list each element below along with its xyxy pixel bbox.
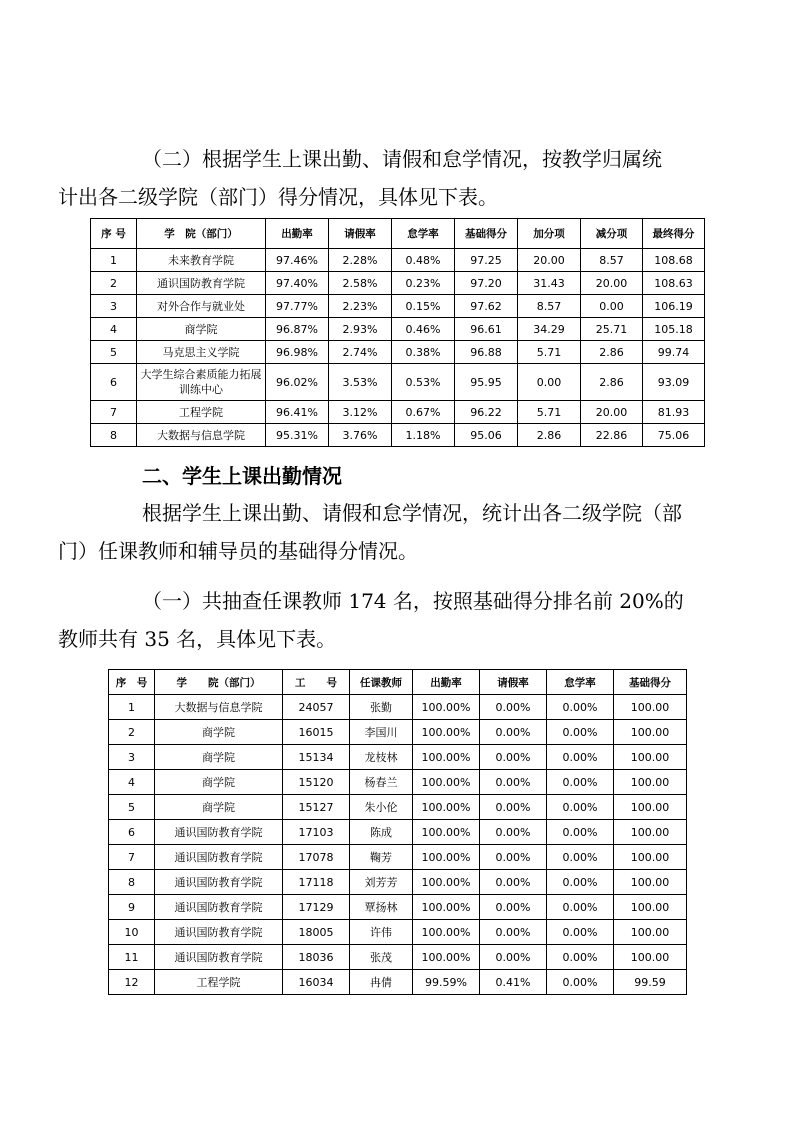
cell-college: 通识国防教育学院: [155, 945, 283, 970]
cell-final-score: 108.63: [643, 272, 705, 295]
table-row: [109, 720, 687, 745]
cell-deduction: 2.86: [581, 364, 643, 401]
cell-leave-rate: 0.00%: [480, 795, 547, 820]
cell-college: 商学院: [155, 795, 283, 820]
cell-index: 2: [91, 272, 137, 295]
college-score-table: [90, 218, 705, 447]
section2-paragraph: [58, 494, 696, 570]
table-row: [91, 341, 705, 364]
cell-truancy-rate: 1.18%: [392, 424, 455, 447]
cell-base-score: 100.00: [614, 795, 687, 820]
cell-college: 对外合作与就业处: [137, 295, 266, 318]
cell-teacher: 张勤: [350, 695, 413, 720]
header-final-score: 最终得分: [643, 219, 705, 249]
cell-bonus: 0.00: [518, 364, 581, 401]
cell-index: 7: [109, 845, 155, 870]
cell-deduction: 20.00: [581, 272, 643, 295]
cell-attendance-rate: 100.00%: [413, 820, 480, 845]
cell-attendance-rate: 97.40%: [266, 272, 329, 295]
cell-index: 6: [109, 820, 155, 845]
cell-truancy-rate: 0.38%: [392, 341, 455, 364]
cell-leave-rate: 0.00%: [480, 920, 547, 945]
section2-heading: 二、学生上课出勤情况: [142, 464, 342, 488]
cell-base-score: 100.00: [614, 820, 687, 845]
cell-base-score: 95.06: [455, 424, 518, 447]
cell-final-score: 108.68: [643, 249, 705, 272]
cell-index: 3: [91, 295, 137, 318]
header-index: 序 号: [109, 670, 155, 695]
cell-college: 通识国防教育学院: [155, 845, 283, 870]
header-leave-rate: 请假率: [329, 219, 392, 249]
cell-attendance-rate: 97.46%: [266, 249, 329, 272]
cell-deduction: 2.86: [581, 341, 643, 364]
cell-college: 通识国防教育学院: [155, 820, 283, 845]
cell-college: 通识国防教育学院: [155, 895, 283, 920]
cell-base-score: 100.00: [614, 770, 687, 795]
cell-attendance-rate: 99.59%: [413, 970, 480, 995]
cell-leave-rate: 3.53%: [329, 364, 392, 401]
cell-index: 1: [91, 249, 137, 272]
cell-index: 8: [91, 424, 137, 447]
cell-index: 3: [109, 745, 155, 770]
table-row: [91, 364, 705, 401]
table-row: [91, 272, 705, 295]
table-row: [109, 695, 687, 720]
cell-bonus: 34.29: [518, 318, 581, 341]
cell-index: 8: [109, 870, 155, 895]
cell-teacher: 刘芳芳: [350, 870, 413, 895]
cell-college: 商学院: [155, 770, 283, 795]
table-header-row: [91, 219, 705, 249]
cell-truancy-rate: 0.46%: [392, 318, 455, 341]
cell-teacher: 朱小伦: [350, 795, 413, 820]
cell-bonus: 2.86: [518, 424, 581, 447]
cell-bonus: 8.57: [518, 295, 581, 318]
cell-leave-rate: 0.00%: [480, 695, 547, 720]
cell-truancy-rate: 0.00%: [547, 795, 614, 820]
header-attendance-rate: 出勤率: [266, 219, 329, 249]
cell-truancy-rate: 0.00%: [547, 870, 614, 895]
cell-leave-rate: 0.41%: [480, 970, 547, 995]
cell-leave-rate: 2.28%: [329, 249, 392, 272]
table-row: [91, 424, 705, 447]
cell-truancy-rate: 0.00%: [547, 845, 614, 870]
cell-base-score: 99.59: [614, 970, 687, 995]
cell-index: 2: [109, 720, 155, 745]
cell-truancy-rate: 0.00%: [547, 695, 614, 720]
cell-staff-id: 17103: [283, 820, 350, 845]
cell-truancy-rate: 0.00%: [547, 970, 614, 995]
cell-attendance-rate: 96.02%: [266, 364, 329, 401]
cell-base-score: 100.00: [614, 895, 687, 920]
cell-leave-rate: 0.00%: [480, 820, 547, 845]
cell-index: 11: [109, 945, 155, 970]
cell-college: 通识国防教育学院: [137, 272, 266, 295]
section2-sub-line2: 教师共有 35 名，具体见下表。: [58, 627, 337, 651]
cell-attendance-rate: 100.00%: [413, 795, 480, 820]
cell-truancy-rate: 0.53%: [392, 364, 455, 401]
table-row: [91, 318, 705, 341]
cell-final-score: 106.19: [643, 295, 705, 318]
header-staff-id: 工 号: [283, 670, 350, 695]
cell-base-score: 97.62: [455, 295, 518, 318]
cell-college: 大数据与信息学院: [137, 424, 266, 447]
cell-final-score: 93.09: [643, 364, 705, 401]
cell-leave-rate: 2.23%: [329, 295, 392, 318]
cell-base-score: 97.25: [455, 249, 518, 272]
table-row: [109, 745, 687, 770]
cell-college: 商学院: [155, 720, 283, 745]
cell-truancy-rate: 0.00%: [547, 920, 614, 945]
section2-paragraph-line2: 门）任课教师和辅导员的基础得分情况。: [58, 539, 418, 563]
cell-base-score: 100.00: [614, 870, 687, 895]
header-truancy-rate: 怠学率: [547, 670, 614, 695]
cell-final-score: 99.74: [643, 341, 705, 364]
cell-final-score: 75.06: [643, 424, 705, 447]
cell-teacher: 龙枝林: [350, 745, 413, 770]
cell-staff-id: 17129: [283, 895, 350, 920]
cell-attendance-rate: 100.00%: [413, 745, 480, 770]
header-index: 序 号: [91, 219, 137, 249]
cell-staff-id: 17118: [283, 870, 350, 895]
table-row: [109, 770, 687, 795]
cell-leave-rate: 3.12%: [329, 401, 392, 424]
cell-attendance-rate: 96.98%: [266, 341, 329, 364]
cell-base-score: 100.00: [614, 745, 687, 770]
cell-deduction: 22.86: [581, 424, 643, 447]
cell-deduction: 8.57: [581, 249, 643, 272]
cell-index: 4: [91, 318, 137, 341]
cell-college: 工程学院: [155, 970, 283, 995]
cell-base-score: 100.00: [614, 695, 687, 720]
cell-leave-rate: 0.00%: [480, 745, 547, 770]
cell-college: 商学院: [137, 318, 266, 341]
table-row: [91, 249, 705, 272]
cell-truancy-rate: 0.00%: [547, 945, 614, 970]
cell-base-score: 100.00: [614, 720, 687, 745]
cell-bonus: 5.71: [518, 401, 581, 424]
table-row: [91, 401, 705, 424]
cell-bonus: 20.00: [518, 249, 581, 272]
cell-attendance-rate: 100.00%: [413, 870, 480, 895]
cell-bonus: 31.43: [518, 272, 581, 295]
cell-bonus: 5.71: [518, 341, 581, 364]
cell-teacher: 陈成: [350, 820, 413, 845]
cell-teacher: 许伟: [350, 920, 413, 945]
cell-base-score: 96.88: [455, 341, 518, 364]
cell-leave-rate: 0.00%: [480, 945, 547, 970]
cell-attendance-rate: 95.31%: [266, 424, 329, 447]
cell-teacher: 覃扬林: [350, 895, 413, 920]
cell-index: 9: [109, 895, 155, 920]
header-leave-rate: 请假率: [480, 670, 547, 695]
cell-truancy-rate: 0.00%: [547, 820, 614, 845]
table-row: [109, 945, 687, 970]
cell-truancy-rate: 0.23%: [392, 272, 455, 295]
cell-truancy-rate: 0.15%: [392, 295, 455, 318]
section2-sub-line1: （一）共抽查任课教师 174 名，按照基础得分排名前 20%的: [142, 589, 684, 613]
header-base-score: 基础得分: [455, 219, 518, 249]
cell-staff-id: 17078: [283, 845, 350, 870]
cell-truancy-rate: 0.00%: [547, 770, 614, 795]
cell-teacher: 冉倩: [350, 970, 413, 995]
table-header-row: [109, 670, 687, 695]
cell-base-score: 96.61: [455, 318, 518, 341]
table-row: [109, 920, 687, 945]
cell-staff-id: 18005: [283, 920, 350, 945]
cell-leave-rate: 2.74%: [329, 341, 392, 364]
cell-leave-rate: 0.00%: [480, 770, 547, 795]
cell-final-score: 81.93: [643, 401, 705, 424]
cell-attendance-rate: 100.00%: [413, 945, 480, 970]
cell-college: 通识国防教育学院: [155, 870, 283, 895]
cell-leave-rate: 2.58%: [329, 272, 392, 295]
header-teacher: 任课教师: [350, 670, 413, 695]
cell-leave-rate: 0.00%: [480, 895, 547, 920]
cell-leave-rate: 2.93%: [329, 318, 392, 341]
cell-index: 1: [109, 695, 155, 720]
cell-base-score: 100.00: [614, 845, 687, 870]
cell-index: 10: [109, 920, 155, 945]
cell-college: 商学院: [155, 745, 283, 770]
section2-paragraph-line1: 根据学生上课出勤、请假和怠学情况，统计出各二级学院（部: [142, 501, 682, 525]
cell-teacher: 张茂: [350, 945, 413, 970]
cell-truancy-rate: 0.67%: [392, 401, 455, 424]
header-college: 学 院（部门）: [155, 670, 283, 695]
cell-college: 工程学院: [137, 401, 266, 424]
cell-college: 通识国防教育学院: [155, 920, 283, 945]
section1-intro-line2: 计出各二级学院（部门）得分情况，具体见下表。: [58, 185, 498, 209]
header-bonus: 加分项: [518, 219, 581, 249]
cell-truancy-rate: 0.00%: [547, 720, 614, 745]
cell-attendance-rate: 100.00%: [413, 720, 480, 745]
table-row: [109, 895, 687, 920]
section2-sub-paragraph: [58, 582, 696, 658]
cell-attendance-rate: 96.41%: [266, 401, 329, 424]
cell-staff-id: 15120: [283, 770, 350, 795]
cell-truancy-rate: 0.00%: [547, 745, 614, 770]
cell-teacher: 杨春兰: [350, 770, 413, 795]
section1-intro: [58, 140, 696, 216]
cell-attendance-rate: 100.00%: [413, 895, 480, 920]
table-row: [109, 795, 687, 820]
cell-base-score: 96.22: [455, 401, 518, 424]
header-truancy-rate: 怠学率: [392, 219, 455, 249]
cell-index: 5: [91, 341, 137, 364]
cell-staff-id: 15127: [283, 795, 350, 820]
cell-college: 马克思主义学院: [137, 341, 266, 364]
teacher-score-table: [108, 669, 687, 995]
cell-leave-rate: 0.00%: [480, 720, 547, 745]
cell-final-score: 105.18: [643, 318, 705, 341]
cell-attendance-rate: 96.87%: [266, 318, 329, 341]
cell-leave-rate: 3.76%: [329, 424, 392, 447]
cell-base-score: 95.95: [455, 364, 518, 401]
cell-base-score: 100.00: [614, 945, 687, 970]
cell-index: 12: [109, 970, 155, 995]
table-row: [109, 820, 687, 845]
header-attendance-rate: 出勤率: [413, 670, 480, 695]
cell-index: 5: [109, 795, 155, 820]
cell-truancy-rate: 0.48%: [392, 249, 455, 272]
cell-college: 未来教育学院: [137, 249, 266, 272]
header-college: 学 院（部门）: [137, 219, 266, 249]
table-row: [109, 870, 687, 895]
table-row: [109, 845, 687, 870]
cell-staff-id: 15134: [283, 745, 350, 770]
cell-index: 4: [109, 770, 155, 795]
cell-base-score: 100.00: [614, 920, 687, 945]
cell-leave-rate: 0.00%: [480, 845, 547, 870]
cell-base-score: 97.20: [455, 272, 518, 295]
cell-leave-rate: 0.00%: [480, 870, 547, 895]
cell-teacher: 李国川: [350, 720, 413, 745]
cell-attendance-rate: 100.00%: [413, 770, 480, 795]
cell-teacher: 鞠芳: [350, 845, 413, 870]
cell-attendance-rate: 100.00%: [413, 920, 480, 945]
cell-staff-id: 16015: [283, 720, 350, 745]
cell-staff-id: 18036: [283, 945, 350, 970]
cell-index: 7: [91, 401, 137, 424]
cell-index: 6: [91, 364, 137, 401]
cell-attendance-rate: 100.00%: [413, 695, 480, 720]
cell-staff-id: 16034: [283, 970, 350, 995]
table-row: [109, 970, 687, 995]
section1-intro-line1: （二）根据学生上课出勤、请假和怠学情况，按教学归属统: [142, 147, 662, 171]
header-base-score: 基础得分: [614, 670, 687, 695]
table-row: [91, 295, 705, 318]
header-deduction: 减分项: [581, 219, 643, 249]
cell-deduction: 25.71: [581, 318, 643, 341]
cell-deduction: 0.00: [581, 295, 643, 318]
cell-college: 大数据与信息学院: [155, 695, 283, 720]
cell-attendance-rate: 97.77%: [266, 295, 329, 318]
cell-staff-id: 24057: [283, 695, 350, 720]
cell-deduction: 20.00: [581, 401, 643, 424]
cell-college: 大学生综合素质能力拓展训练中心: [137, 364, 266, 401]
cell-truancy-rate: 0.00%: [547, 895, 614, 920]
cell-attendance-rate: 100.00%: [413, 845, 480, 870]
